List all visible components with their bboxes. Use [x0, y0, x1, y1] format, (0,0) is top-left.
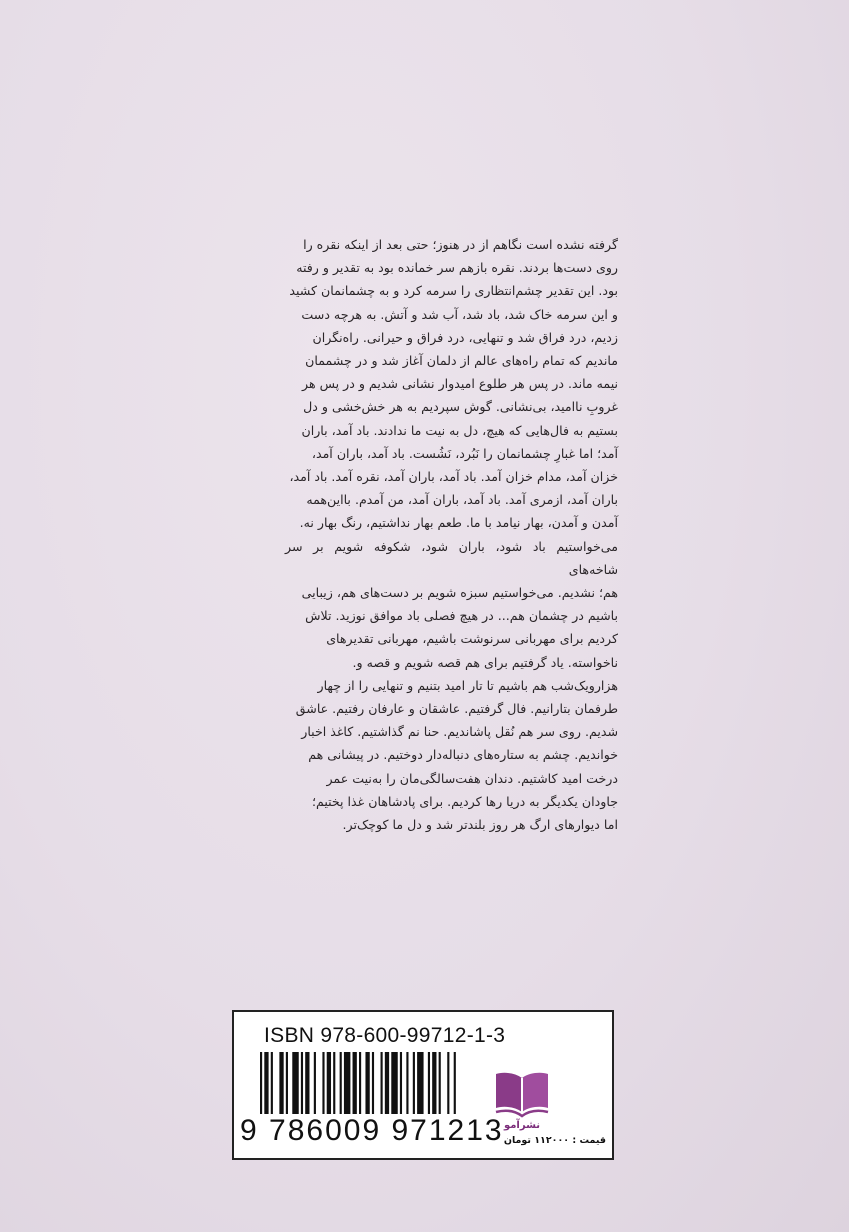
isbn-box [232, 1010, 614, 1160]
blurb-line: غروبِ ناامید، بی‌نشانی. گوش سپردیم به هر خش‌خشی و دل [303, 399, 618, 415]
blurb-line: روی دست‌ها بردند. نقره بازهم سر خمانده بود به تقدیر و رفته [296, 260, 618, 276]
barcode-bar [271, 1052, 273, 1114]
barcode-bar [454, 1052, 456, 1114]
barcode-bar [406, 1052, 408, 1114]
barcode-bar [439, 1052, 441, 1114]
blurb-line: هزارویک‌شب هم باشیم تا تار امید بتنیم و تنهایی را از چهار [317, 677, 618, 693]
blurb-line: درخت امید کاشتیم. دندان هفت‌سالگی‌مان را به‌نیت عمر [326, 770, 618, 786]
barcode-bar [385, 1052, 389, 1114]
barcode-bar [447, 1052, 449, 1114]
back-cover-blurb [285, 233, 618, 836]
isbn-label: ISBN 978-600-99712-1-3 [264, 1024, 506, 1047]
barcode-bar [353, 1052, 357, 1114]
publisher-name: نشرآمو [503, 1120, 541, 1131]
price-label: قیمت : ۱۱۲۰۰۰ تومان [503, 1135, 606, 1146]
barcode-bar [428, 1052, 430, 1114]
barcode-bar [327, 1052, 331, 1114]
blurb-line: جاودان یکدیگر به دریا رها کردیم. برای پادشاهان غذا پختیم؛ [311, 793, 618, 809]
barcode-digits: 9 786009 971213 [240, 1114, 504, 1147]
blurb-line: می‌خواستیم باد شود، باران شود، شکوفه شویم بر سر شاخه‌های [285, 538, 618, 577]
barcode-bar [340, 1052, 342, 1114]
barcode-bar [279, 1052, 283, 1114]
blurb-line: ناخواسته. یاد گرفتیم برای هم قصه شویم و قصه و. [352, 654, 618, 670]
blurb-line: نیمه ماند. در پس هر طلوع امیدوار نشانی شدیم و در پس هر [302, 376, 618, 392]
blurb-line: خزان آمد، مدام خزان آمد. باد آمد، باران آمد، نقره آمد. باد آمد، [289, 469, 618, 485]
blurb-line: گرفته نشده است نگاهم از در هنوز؛ حتی بعد از اینکه نقره را [303, 237, 618, 252]
blurb-line: ماندیم که تمام راه‌های عالم از دلمان آغاز شد و در چشممان [305, 353, 618, 369]
blurb-line: بستیم به فال‌هایی که هیچ، دل به نیت ما ندادند. باد آمد، باران [301, 422, 618, 438]
barcode-bar [413, 1052, 415, 1114]
barcode-bar [372, 1052, 374, 1114]
barcode [260, 1052, 458, 1114]
barcode-bar [365, 1052, 369, 1114]
blurb-line: آمد؛ اما غبارِ چشمانمان را نَبُرد، نَشُست. باد آمد، باران آمد، [311, 445, 618, 461]
blurb-line: و این سرمه خاک شد، باد شد، آب شد و آتش. به هرچه دست [301, 306, 618, 322]
blurb-line: طرفمان بتارانیم. فال گرفتیم. عاشقان و عارفان رفتیم. عاشق [295, 701, 618, 717]
blurb-line: بود. این تقدیر چشم‌انتظاری را سرمه کرد و به چشمانمان کشید [289, 283, 618, 299]
barcode-bar [260, 1052, 262, 1114]
barcode-bar [292, 1052, 298, 1114]
barcode-bar [314, 1052, 316, 1114]
blurb-line: اما دیوارهای ارگ هر روز بلندتر شد و دل ما کوچک‌تر. [342, 817, 618, 833]
barcode-bar [432, 1052, 436, 1114]
blurb-line: زدیم، درد فراق شد و تنهایی، درد فراق و حیرانی. راه‌نگران [312, 329, 618, 345]
barcode-bar [322, 1052, 324, 1114]
blurb-line: هم؛ نشدیم. می‌خواستیم سبزه شویم بر دست‌های هم، زیبایی [301, 585, 618, 601]
open-book-icon [492, 1068, 552, 1120]
barcode-bar [305, 1052, 309, 1114]
blurb-line: آمدن و آمدن، بهار نیامد با ما. طعم بهار نداشتیم، رنگ بهار نه. [299, 515, 618, 531]
barcode-bar [381, 1052, 383, 1114]
barcode-bar [286, 1052, 288, 1114]
barcode-bar [264, 1052, 268, 1114]
barcode-bar [344, 1052, 350, 1114]
blurb-line: شدیم. روی سر هم نُقل پاشاندیم. حنا نم گذاشتیم. کاغذ اخبار [301, 724, 618, 740]
barcode-bar [400, 1052, 402, 1114]
blurb-line: باران آمد، ازمری آمد. باد آمد، باران آمد، من آمدم. بااین‌همه [306, 492, 618, 508]
blurb-line: کردیم برای مهربانی سرنوشت باشیم، مهربانی تقدیرهای [326, 631, 618, 647]
barcode-bar [417, 1052, 423, 1114]
barcode-bar [301, 1052, 303, 1114]
blurb-line: خواندیم. چشم به ستاره‌های دنباله‌دار دوختیم. در پیشانی هم [308, 747, 618, 763]
blurb-line: باشیم در چشمان هم... در هیچ فصلی باد موافق نوزید. تلاش [305, 608, 618, 624]
barcode-bar [333, 1052, 335, 1114]
barcode-bar [391, 1052, 397, 1114]
barcode-bar [359, 1052, 361, 1114]
